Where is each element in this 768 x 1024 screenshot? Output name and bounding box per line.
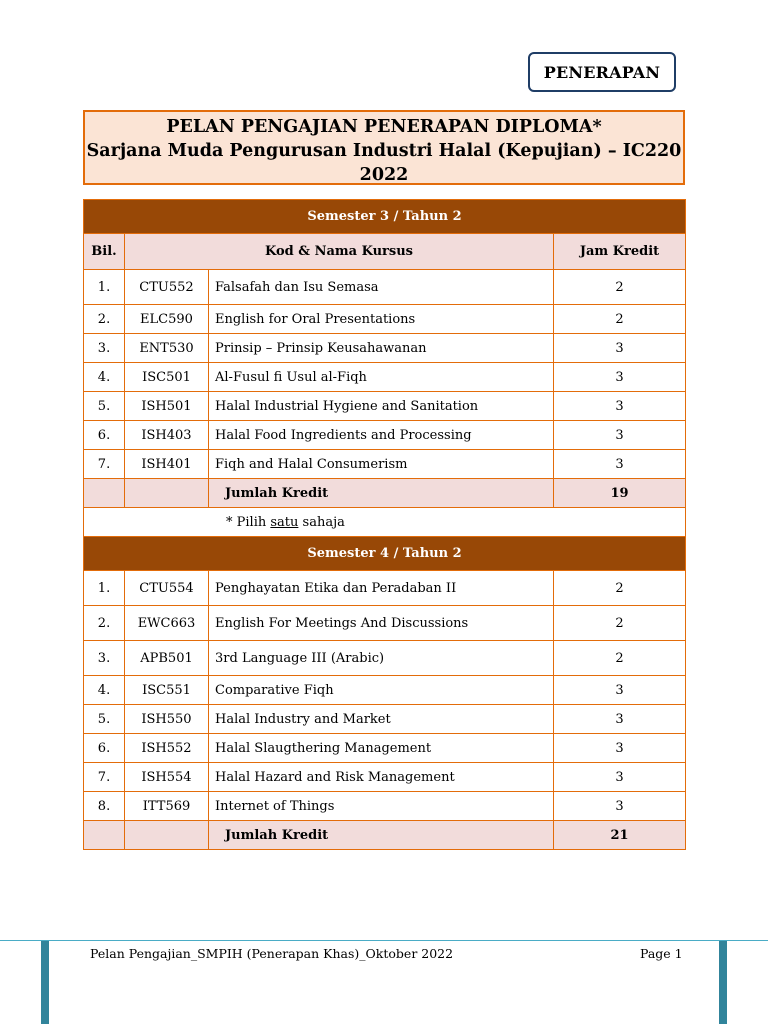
course-number: 4.	[84, 676, 125, 705]
total-credit-row	[84, 821, 686, 850]
course-row	[84, 363, 686, 392]
course-number: 1.	[84, 571, 125, 606]
header-bil: Bil.	[84, 234, 125, 270]
course-credit: 3	[554, 705, 686, 734]
course-number: 6.	[84, 421, 125, 450]
course-credit: 3	[554, 363, 686, 392]
course-row	[84, 450, 686, 479]
course-name: Falsafah dan Isu Semasa	[209, 270, 554, 305]
course-row	[84, 676, 686, 705]
total-credit-label: Jumlah Kredit	[209, 821, 554, 850]
course-code: ELC590	[125, 305, 209, 334]
course-credit: 3	[554, 734, 686, 763]
semester-header	[84, 200, 686, 234]
course-row	[84, 792, 686, 821]
course-name: Halal Hazard and Risk Management	[209, 763, 554, 792]
study-plan-table	[83, 199, 686, 850]
course-code: CTU554	[125, 571, 209, 606]
total-credit-row	[84, 479, 686, 508]
course-code: ISC501	[125, 363, 209, 392]
course-credit: 2	[554, 641, 686, 676]
course-code: ISH552	[125, 734, 209, 763]
note-suffix: sahaja	[298, 514, 345, 530]
course-credit: 3	[554, 392, 686, 421]
course-name: 3rd Language III (Arabic)	[209, 641, 554, 676]
footer-divider	[0, 940, 768, 941]
footer-document-name: Pelan Pengajian_SMPIH (Penerapan Khas)_Oktober 2022	[90, 946, 454, 961]
course-credit: 3	[554, 763, 686, 792]
column-header-row	[84, 234, 686, 270]
semester-title: Semester 4 / Tahun 2	[84, 537, 686, 571]
title-line-2: Sarjana Muda Pengurusan Industri Halal (Kepujian) – IC220	[86, 141, 682, 161]
course-credit: 3	[554, 421, 686, 450]
header-credit: Jam Kredit	[554, 234, 686, 270]
course-row	[84, 334, 686, 363]
total-empty-cell	[84, 479, 125, 508]
course-code: ISH554	[125, 763, 209, 792]
course-number: 2.	[84, 305, 125, 334]
course-number: 1.	[84, 270, 125, 305]
title-line-3: 2022	[359, 165, 409, 185]
course-name: Halal Industrial Hygiene and Sanitation	[209, 392, 554, 421]
course-number: 4.	[84, 363, 125, 392]
note-emphasis: satu	[270, 514, 299, 530]
course-number: 6.	[84, 734, 125, 763]
course-number: 8.	[84, 792, 125, 821]
course-row	[84, 606, 686, 641]
course-credit: 3	[554, 792, 686, 821]
course-code: ISH403	[125, 421, 209, 450]
title-line-1: PELAN PENGAJIAN PENERAPAN DIPLOMA*	[166, 117, 602, 137]
course-code: ISH401	[125, 450, 209, 479]
course-credit: 3	[554, 334, 686, 363]
course-name: Fiqh and Halal Consumerism	[209, 450, 554, 479]
semester-header	[84, 537, 686, 571]
elective-note	[84, 508, 686, 537]
course-credit: 2	[554, 305, 686, 334]
course-name: English For Meetings And Discussions	[209, 606, 554, 641]
course-code: ITT569	[125, 792, 209, 821]
course-credit: 2	[554, 606, 686, 641]
semester-title: Semester 3 / Tahun 2	[84, 200, 686, 234]
note-row	[84, 508, 686, 537]
course-name: Halal Food Ingredients and Processing	[209, 421, 554, 450]
course-name: Al-Fusul fi Usul al-Fiqh	[209, 363, 554, 392]
course-row	[84, 270, 686, 305]
course-row	[84, 392, 686, 421]
course-row	[84, 421, 686, 450]
footer-right-accent	[719, 941, 727, 1024]
header-course: Kod & Nama Kursus	[125, 234, 554, 270]
course-name: Halal Slaugthering Management	[209, 734, 554, 763]
document-title-box	[83, 110, 685, 185]
course-credit: 2	[554, 571, 686, 606]
course-name: Penghayatan Etika dan Peradaban II	[209, 571, 554, 606]
course-name: Comparative Fiqh	[209, 676, 554, 705]
course-row	[84, 734, 686, 763]
total-empty-cell	[84, 821, 125, 850]
course-credit: 3	[554, 450, 686, 479]
course-row	[84, 571, 686, 606]
course-number: 3.	[84, 641, 125, 676]
course-name: English for Oral Presentations	[209, 305, 554, 334]
course-name: Halal Industry and Market	[209, 705, 554, 734]
course-name: Prinsip – Prinsip Keusahawanan	[209, 334, 554, 363]
document-badge: PENERAPAN	[528, 52, 676, 92]
course-row	[84, 641, 686, 676]
course-number: 2.	[84, 606, 125, 641]
course-row	[84, 705, 686, 734]
course-code: CTU552	[125, 270, 209, 305]
course-row	[84, 305, 686, 334]
course-name: Internet of Things	[209, 792, 554, 821]
course-number: 7.	[84, 763, 125, 792]
course-code: ISH501	[125, 392, 209, 421]
note-prefix: * Pilih	[226, 514, 271, 530]
course-code: EWC663	[125, 606, 209, 641]
course-row	[84, 763, 686, 792]
footer-left-accent	[41, 941, 49, 1024]
course-code: APB501	[125, 641, 209, 676]
course-number: 7.	[84, 450, 125, 479]
total-credit-value: 19	[554, 479, 686, 508]
course-number: 5.	[84, 392, 125, 421]
total-credit-label: Jumlah Kredit	[209, 479, 554, 508]
course-number: 5.	[84, 705, 125, 734]
course-credit: 3	[554, 676, 686, 705]
course-credit: 2	[554, 270, 686, 305]
total-empty-cell	[125, 821, 209, 850]
total-empty-cell	[125, 479, 209, 508]
course-code: ISH550	[125, 705, 209, 734]
footer-page-number: Page 1	[640, 946, 683, 961]
course-code: ENT530	[125, 334, 209, 363]
course-number: 3.	[84, 334, 125, 363]
course-code: ISC551	[125, 676, 209, 705]
total-credit-value: 21	[554, 821, 686, 850]
